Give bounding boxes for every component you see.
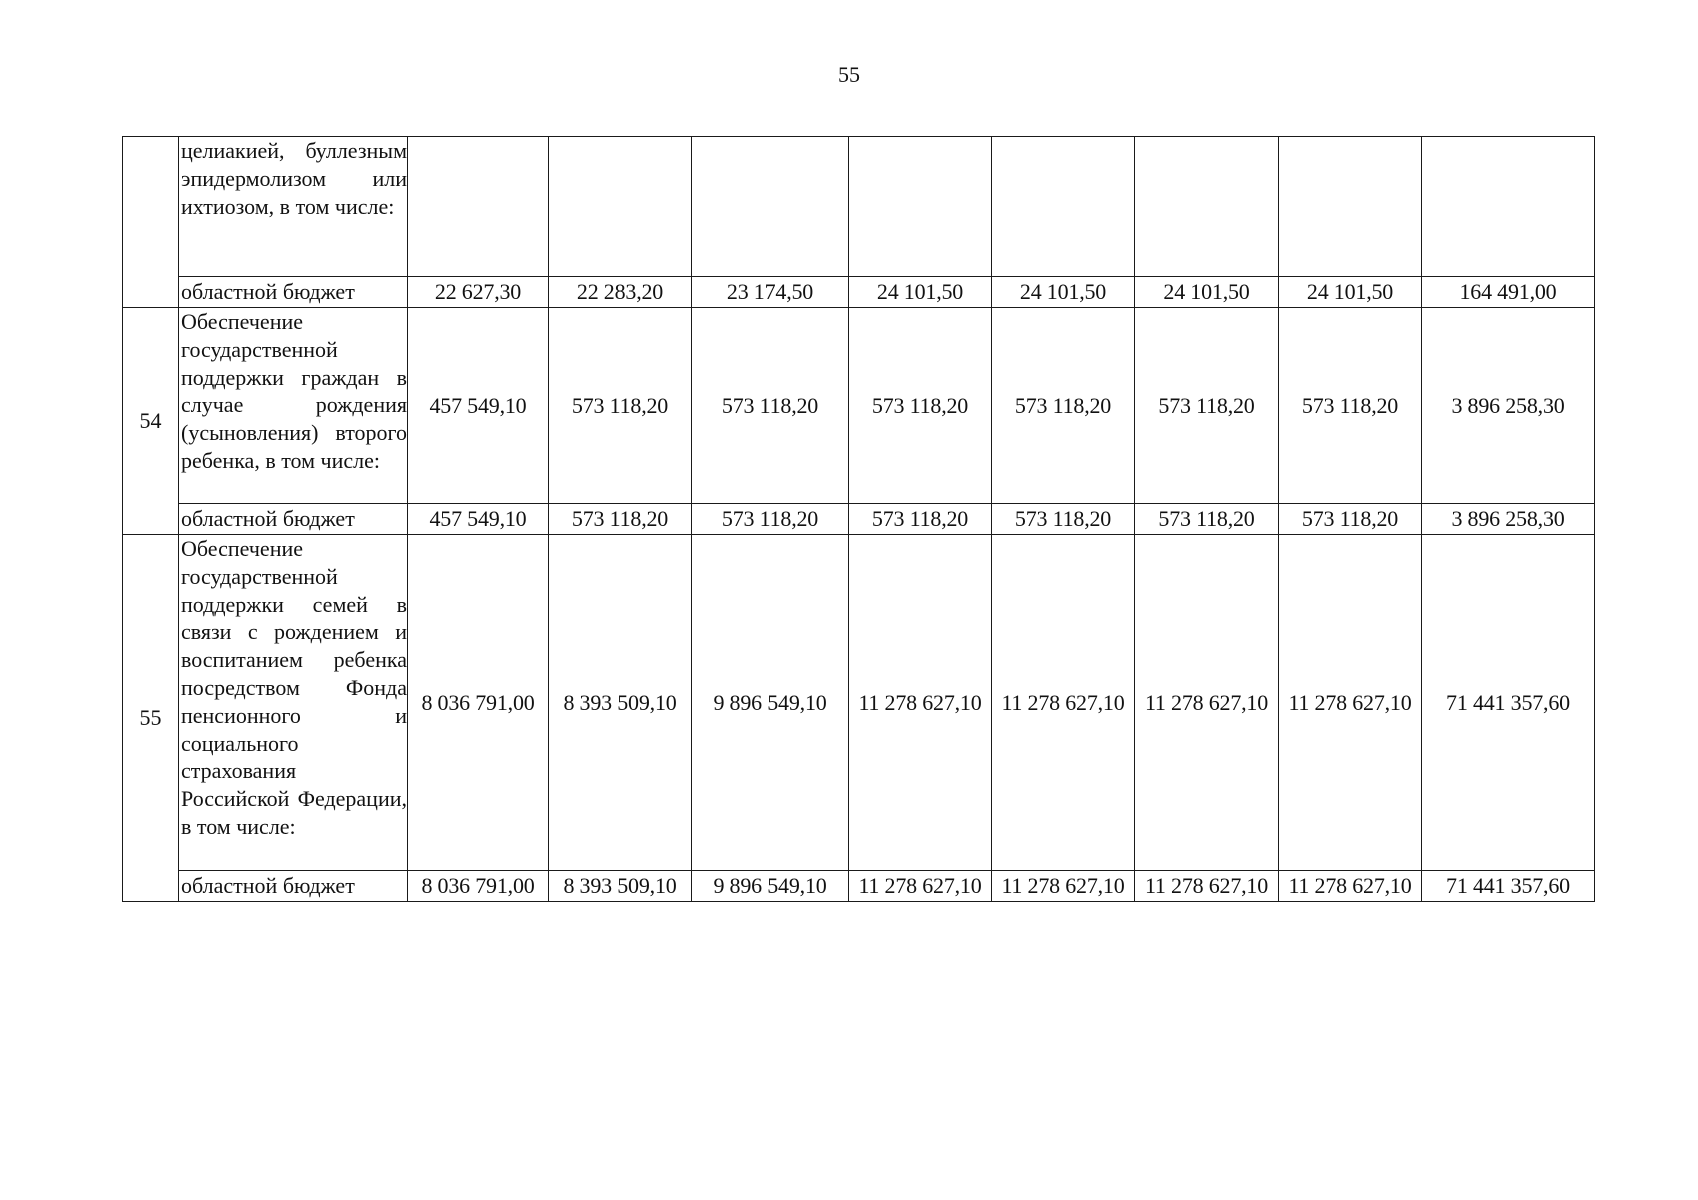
table-cell — [408, 137, 549, 277]
row-number: 54 — [123, 308, 179, 535]
source-label: областной бюджет — [179, 504, 408, 535]
table-row — [123, 308, 1595, 504]
table-row — [123, 535, 1595, 871]
table-cell: 71 441 357,60 — [1422, 871, 1595, 902]
row-number: 55 — [123, 535, 179, 902]
table-cell: 24 101,50 — [992, 277, 1135, 308]
table-cell — [549, 137, 692, 277]
table-cell: 11 278 627,10 — [1135, 535, 1279, 871]
table-cell: 11 278 627,10 — [992, 535, 1135, 871]
table-cell: 573 118,20 — [1279, 504, 1422, 535]
table-cell: 8 393 509,10 — [549, 871, 692, 902]
row-description: Обеспечение государственной поддержки граждан в случае рождения (усыновления) второго ребенка, в том числе: — [179, 308, 408, 504]
table-cell: 573 118,20 — [692, 504, 849, 535]
table-cell — [849, 137, 992, 277]
table-cell: 22 283,20 — [549, 277, 692, 308]
table-cell: 573 118,20 — [1135, 504, 1279, 535]
table-cell: 457 549,10 — [408, 308, 549, 504]
table-row — [123, 137, 1595, 277]
table-cell: 22 627,30 — [408, 277, 549, 308]
table-cell: 11 278 627,10 — [849, 535, 992, 871]
table-row-source — [123, 277, 1595, 308]
table-cell: 71 441 357,60 — [1422, 535, 1595, 871]
table-row-source — [123, 504, 1595, 535]
table-cell: 8 036 791,00 — [408, 871, 549, 902]
row-number — [123, 137, 179, 308]
row-description: целиакией, буллезным эпидермолизом или ихтиозом, в том числе: — [179, 137, 408, 277]
table-cell: 457 549,10 — [408, 504, 549, 535]
table-cell: 8 036 791,00 — [408, 535, 549, 871]
table-cell: 164 491,00 — [1422, 277, 1595, 308]
table-cell: 24 101,50 — [1135, 277, 1279, 308]
page-number: 55 — [838, 62, 860, 87]
table-cell: 573 118,20 — [849, 504, 992, 535]
table-cell: 573 118,20 — [992, 308, 1135, 504]
table-cell: 11 278 627,10 — [1135, 871, 1279, 902]
source-label: областной бюджет — [179, 871, 408, 902]
table-cell: 3 896 258,30 — [1422, 504, 1595, 535]
table-cell: 573 118,20 — [992, 504, 1135, 535]
table-cell: 573 118,20 — [549, 504, 692, 535]
table-row-source — [123, 871, 1595, 902]
table-cell: 24 101,50 — [1279, 277, 1422, 308]
table-cell: 573 118,20 — [549, 308, 692, 504]
table-cell: 11 278 627,10 — [1279, 535, 1422, 871]
table-cell: 9 896 549,10 — [692, 871, 849, 902]
table-cell — [1422, 137, 1595, 277]
table-cell: 11 278 627,10 — [849, 871, 992, 902]
table-cell: 573 118,20 — [1135, 308, 1279, 504]
table-cell: 11 278 627,10 — [992, 871, 1135, 902]
table-cell — [1279, 137, 1422, 277]
table-cell: 573 118,20 — [692, 308, 849, 504]
table-cell — [1135, 137, 1279, 277]
table-cell: 573 118,20 — [849, 308, 992, 504]
table-cell: 23 174,50 — [692, 277, 849, 308]
table-cell: 11 278 627,10 — [1279, 871, 1422, 902]
table-cell — [692, 137, 849, 277]
source-label: областной бюджет — [179, 277, 408, 308]
budget-table — [122, 136, 1595, 902]
table-cell: 3 896 258,30 — [1422, 308, 1595, 504]
table-cell — [992, 137, 1135, 277]
table-cell: 24 101,50 — [849, 277, 992, 308]
table-cell: 573 118,20 — [1279, 308, 1422, 504]
row-description: Обеспечение государственной поддержки семей в связи с рождением и воспитанием ребенка посредством Фонда пенсионного и социального страхования Российской Федерации, в том числе: — [179, 535, 408, 871]
table-cell: 9 896 549,10 — [692, 535, 849, 871]
table-cell: 8 393 509,10 — [549, 535, 692, 871]
